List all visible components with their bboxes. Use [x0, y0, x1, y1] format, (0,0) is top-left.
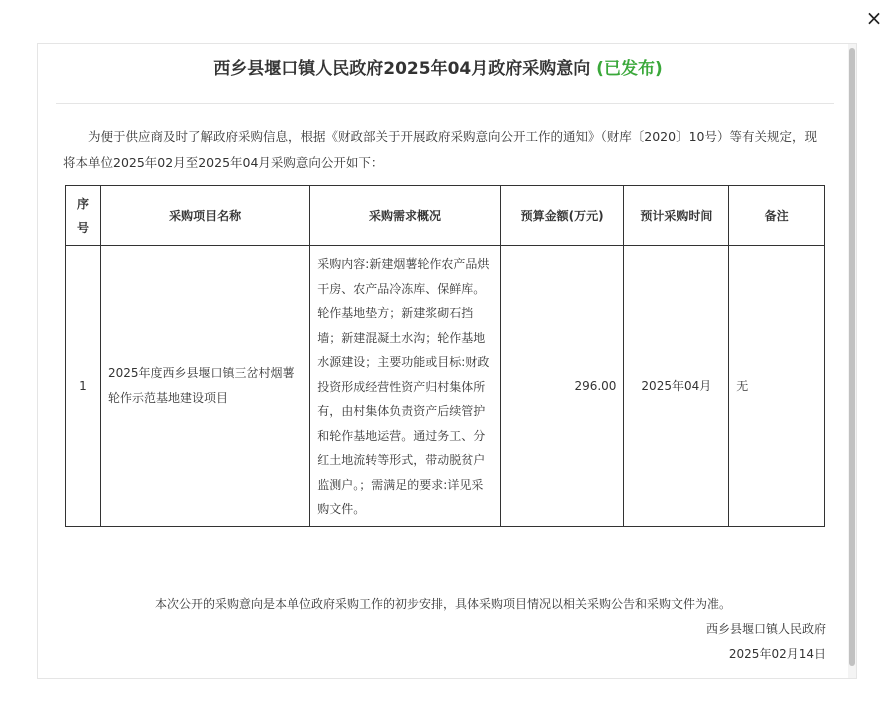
row-desc: 采购内容:新建烟薯轮作农产品烘干房、农产品冷冻库、保鲜库。轮作基地垫方；新建浆砌石挡墙；新建混凝土水沟；轮作基地水源建设；主要功能或目标:财政投资形成经营性资产归村集体所有，由村集体负责资产后续管护和轮作基地运营。通过务工、分红土地流转等形式，带动脱贫户监测户。；需满足的要求:详见采购文件。: [310, 246, 500, 527]
scrollbar-thumb[interactable]: [849, 48, 855, 666]
row-seq: 1: [66, 246, 101, 527]
page-title: [38, 54, 838, 79]
row-remark: 无: [729, 246, 825, 527]
intro-paragraph: 为便于供应商及时了解政府采购信息，根据《财政部关于开展政府采购意向公开工作的通知》（财库〔2020〕10号）等有关规定，现将本单位2025年02月至2025年04月采购意向公开如下：: [63, 129, 817, 170]
header-budget: 预算金额(万元): [500, 186, 624, 246]
row-time: 2025年04月: [624, 246, 729, 527]
close-icon[interactable]: ×: [865, 6, 883, 30]
footer-note: 本次公开的采购意向是本单位政府采购工作的初步安排，具体采购项目情况以相关采购公告和采购文件为准。: [154, 597, 731, 611]
header-seq: [66, 186, 101, 246]
row-name: 2025年度西乡县堰口镇三岔村烟薯轮作示范基地建设项目: [100, 246, 309, 527]
header-time: 预计采购时间: [624, 186, 729, 246]
header-remark: 备注: [729, 186, 825, 246]
header-name: 采购项目名称: [100, 186, 309, 246]
table-header-row: [66, 186, 825, 246]
header-seq-line1: 序: [76, 196, 89, 211]
header-desc: 采购需求概况: [310, 186, 500, 246]
scrollbar[interactable]: [848, 44, 856, 678]
title-text: 西乡县堰口镇人民政府2025年04月政府采购意向: [213, 59, 591, 79]
notice-panel: [37, 43, 857, 679]
issuing-org: 西乡县堰口镇人民政府: [705, 622, 826, 636]
header-seq-line2: 号: [76, 220, 89, 235]
procurement-table: [65, 185, 825, 527]
status-badge: (已发布): [596, 59, 663, 79]
table-row: [66, 246, 825, 527]
issue-date: 2025年02月14日: [728, 647, 826, 661]
row-budget: 296.00: [500, 246, 624, 527]
title-divider: [56, 103, 834, 104]
